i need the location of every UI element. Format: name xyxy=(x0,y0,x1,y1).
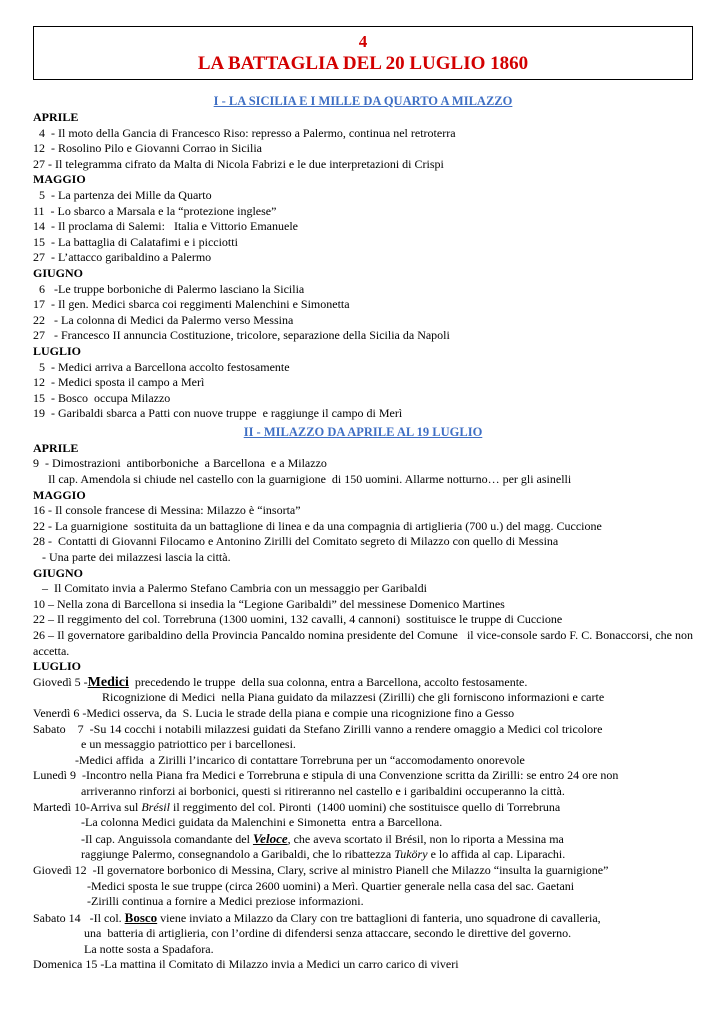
event-line: 5 - Medici arriva a Barcellona accolto festosamente xyxy=(33,359,290,374)
document-body xyxy=(33,93,696,973)
event-line: 5 - La partenza dei Mille da Quarto xyxy=(33,187,212,202)
event-line: -Medici sposta le sue truppe (circa 2600 uomini) a Merì. Quartier generale nella casa del sac. Gaetani xyxy=(33,878,575,893)
event-text: , che aveva scortato il Brésil, non lo riporta a Messina ma xyxy=(287,831,564,846)
event-line: - Una parte dei milazzesi lascia la città. xyxy=(33,550,231,565)
event-text: precedendo le truppe della sua colonna, entra a Barcellona, accolto festosamente. xyxy=(128,674,528,689)
title-box xyxy=(33,26,693,80)
event-line xyxy=(33,800,693,816)
event-line: 6 -Le truppe borboniche di Palermo lasciano la Sicilia xyxy=(33,281,305,296)
name-medici: Medici xyxy=(87,674,129,690)
month-heading: MAGGIO xyxy=(33,172,86,187)
event-line: 9 - Dimostrazioni antiborboniche a Barcellona e a Milazzo xyxy=(33,456,327,471)
event-line: – Il Comitato invia a Palermo Stefano Cambria con un messaggio per Garibaldi xyxy=(33,581,427,596)
event-line: 28 - Contatti di Giovanni Filocamo e Antonino Zirilli del Comitato segreto di Milazzo con quello di Messina xyxy=(33,534,559,549)
event-line xyxy=(33,675,693,691)
event-line: Lunedì 9 -Incontro nella Piana fra Medici e Torrebruna e stipula di una Convenzione scritta da Zirilli: se entro 24 ore non xyxy=(33,768,619,783)
event-line: 16 - Il console francese di Messina: Milazzo è “insorta” xyxy=(33,503,301,518)
event-text: il reggimento del col. Pironti (1400 uomini) che sostituisce quello di Torrebruna xyxy=(169,799,561,814)
event-line: 19 - Garibaldi sbarca a Patti con nuove truppe e raggiunge il campo di Merì xyxy=(33,406,403,421)
month-heading: MAGGIO xyxy=(33,487,86,502)
event-line: -Medici affida a Zirilli l’incarico di contattare Torrebruna per un “accomodamento onorevole xyxy=(33,752,525,767)
event-text: Martedì 10-Arriva sul xyxy=(33,799,142,814)
month-heading: LUGLIO xyxy=(33,343,82,358)
ship-tukory: Tuköry xyxy=(394,847,428,862)
event-line: 27 - Francesco II annuncia Costituzione, tricolore, separazione della Sicilia da Napoli xyxy=(33,328,450,343)
event-line xyxy=(33,831,693,848)
event-line: 27 - L’attacco garibaldino a Palermo xyxy=(33,250,212,265)
event-line: 15 - Bosco occupa Milazzo xyxy=(33,390,171,405)
event-line: 22 – Il reggimento del col. Torrebruna (1300 uomini, 132 cavalli, 4 cannoni) sostituisce le truppe di Cuccione xyxy=(33,612,563,627)
event-line: Giovedì 12 -Il governatore borbonico di Messina, Clary, scrive al ministro Pianell che Milazzo “insulta la guarnigione” xyxy=(33,862,609,877)
event-line: e un messaggio patriottico per i barcellonesi. xyxy=(33,737,296,752)
event-line: 12 - Rosolino Pilo e Giovanni Corrao in Sicilia xyxy=(33,141,262,156)
event-line: 27 - Il telegramma cifrato da Malta di Nicola Fabrizi e le due interpretazioni di Crispi xyxy=(33,156,444,171)
event-line: 12 - Medici sposta il campo a Merì xyxy=(33,375,205,390)
event-line: 22 - La guarnigione sostituita da un battaglione di linea e da una compagnia di artiglieria (700 u.) del magg. Cuccione xyxy=(33,518,602,533)
event-line: 4 - Il moto della Gancia di Francesco Riso: represso a Palermo, continua nel retroterra xyxy=(33,125,456,140)
event-line: 15 - La battaglia di Calatafimi e i picciotti xyxy=(33,234,238,249)
name-bosco: Bosco xyxy=(124,909,158,925)
ship-veloce: Veloce xyxy=(252,830,288,846)
event-line: 22 - La colonna di Medici da Palermo verso Messina xyxy=(33,312,294,327)
event-line: 11 - Lo sbarco a Marsala e la “protezione inglese” xyxy=(33,203,277,218)
event-line: 17 - Il gen. Medici sbarca coi reggimenti Malenchini e Simonetta xyxy=(33,297,350,312)
ship-bresil: Brésil xyxy=(141,799,170,814)
event-line: 14 - Il proclama di Salemi: Italia e Vittorio Emanuele xyxy=(33,219,298,234)
event-text: Sabato 14 -Il col. xyxy=(33,910,125,925)
event-text: viene inviato a Milazzo da Clary con tre battaglioni di fanteria, uno squadrone di cavalleria, xyxy=(157,910,601,925)
month-heading: GIUGNO xyxy=(33,265,84,280)
month-heading: APRILE xyxy=(33,440,79,455)
event-text: raggiunge Palermo, consegnandolo a Garibaldi, che lo ribattezza xyxy=(33,847,395,862)
month-heading: APRILE xyxy=(33,110,79,124)
event-line xyxy=(33,910,693,927)
event-line: La notte sosta a Spadafora. xyxy=(33,941,214,956)
event-line: -La colonna Medici guidata da Malenchini e Simonetta entra a Barcellona. xyxy=(33,815,443,830)
event-line: 10 – Nella zona di Barcellona si insedia la “Legione Garibaldi” del messinese Domenico Martines xyxy=(33,596,505,611)
event-line: Venerdì 6 -Medici osserva, da S. Lucia le strade della piana e compie una ricognizione fino a Gesso xyxy=(33,705,515,720)
event-text: -Il cap. Anguissola comandante del xyxy=(33,831,253,846)
event-day: Giovedì 5 - xyxy=(33,674,88,689)
chapter-number: 4 xyxy=(358,32,368,51)
month-heading: GIUGNO xyxy=(33,565,84,580)
event-line: 26 – Il governatore garibaldino della Provincia Pancaldo nomina presidente del Comune il vice-console sardo F. C. Bonaccorsi, che non accetta. xyxy=(33,628,696,658)
event-line: arriveranno rinforzi ai borbonici, questi si ritireranno nel castello e i garibaldini occuperanno la città. xyxy=(33,783,565,798)
event-line: una batteria di artiglieria, con l’ordine di difendersi senza attaccare, secondo le direttive del governo. xyxy=(33,926,572,941)
month-heading: LUGLIO xyxy=(33,659,82,674)
event-line xyxy=(33,847,693,863)
event-line: Sabato 7 -Su 14 cocchi i notabili milazzesi guidati da Stefano Zirilli vanno a rendere omaggio a Medici col tricolore xyxy=(33,721,603,736)
event-text: e lo affida al cap. Liparachi. xyxy=(427,847,566,862)
event-line: Il cap. Amendola si chiude nel castello con la guarnigione di 150 uomini. Allarme notturno… per gli asinelli xyxy=(33,472,572,487)
event-line: Domenica 15 -La mattina il Comitato di Milazzo invia a Medici un carro carico di viveri xyxy=(33,957,459,972)
chapter-title: LA BATTAGLIA DEL 20 LUGLIO 1860 xyxy=(197,53,529,74)
event-line: Ricognizione di Medici nella Piana guidato da milazzesi (Zirilli) che gli forniscono informazioni e carte xyxy=(33,690,605,705)
section-heading: II - MILAZZO DA APRILE AL 19 LUGLIO xyxy=(243,424,483,439)
section-heading: I - LA SICILIA E I MILLE DA QUARTO A MILAZZO xyxy=(213,94,513,108)
event-line: -Zirilli continua a fornire a Medici preziose informazioni. xyxy=(33,894,364,909)
